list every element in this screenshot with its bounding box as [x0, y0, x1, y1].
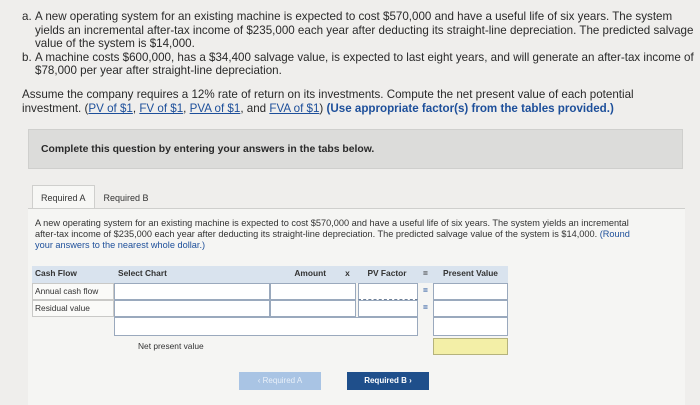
problem-statement: [22, 10, 694, 78]
pv-table-link[interactable]: PV of $1: [88, 101, 133, 115]
header-present-value: Present Value: [433, 266, 508, 283]
item-b-label: b.: [22, 50, 32, 64]
select-chart-residual[interactable]: [114, 300, 270, 317]
table-links: [85, 102, 327, 115]
row-label-annual-cash-flow: Annual cash flow: [32, 283, 114, 300]
header-amount: Amount: [270, 266, 356, 283]
tab-required-b[interactable]: Required B: [103, 193, 149, 203]
problem-item-a: [22, 10, 694, 51]
fva-table-link[interactable]: FVA of $1: [269, 101, 320, 115]
problem-item-b: [22, 51, 694, 78]
blank-row-value[interactable]: [433, 317, 508, 336]
panel-body-text: A new operating system for an existing machine is expected to cost $570,000 and have a useful life of six years. The system yields an incremental after-tax income of $235,000 each year after deducting its straight-line depreciation. The predicted salvage value of the system is $14,000.: [35, 218, 629, 240]
header-multiply: x: [339, 266, 356, 283]
pv-factor-annual-input[interactable]: [358, 283, 418, 300]
assumption-text: [22, 88, 694, 115]
header-cash-flow: Cash Flow: [32, 266, 114, 283]
assumption-body: Assume the company requires a 12% rate of return on its investments. Compute the net present value of each potential investment.: [22, 88, 634, 115]
link-and: , and: [240, 101, 270, 115]
instruction-banner: Complete this question by entering your answers in the tabs below.: [28, 129, 683, 169]
prev-tab-button[interactable]: [239, 372, 321, 390]
npv-label: Net present value: [138, 341, 204, 351]
next-tab-label: Required B: [364, 376, 407, 385]
chevron-right-icon: ›: [409, 376, 412, 385]
next-tab-button[interactable]: [347, 372, 429, 390]
pv-factor-residual-input[interactable]: [358, 300, 418, 317]
link-open-paren: (: [84, 101, 89, 115]
link-separator: ,: [183, 101, 190, 115]
equals-sign: =: [423, 285, 428, 295]
prev-tab-label: Required A: [262, 376, 303, 385]
amount-residual-input[interactable]: [270, 300, 356, 317]
row-label-residual-value: Residual value: [32, 300, 114, 317]
fv-table-link[interactable]: FV of $1: [139, 101, 184, 115]
pva-table-link[interactable]: PVA of $1: [189, 101, 241, 115]
item-a-label: a.: [22, 10, 32, 23]
panel-description: [35, 218, 645, 252]
npv-value[interactable]: [433, 338, 508, 355]
chevron-left-icon: ‹: [257, 376, 261, 385]
item-b-text: A machine costs $600,000, has a $34,400 salvage value, is expected to last eight years, and will generate an after-tax income of $78,000 per year after straight-line depreciation.: [35, 50, 694, 78]
blank-row-input[interactable]: [114, 317, 418, 336]
header-equals: =: [418, 266, 433, 283]
round-note: (Round your answers to the nearest whole dollar.): [35, 229, 630, 251]
tab-bar: [32, 185, 158, 209]
header-pv-factor: PV Factor: [356, 266, 418, 283]
tab-required-a[interactable]: Required A: [32, 185, 95, 209]
factor-note: (Use appropriate factor(s) from the tables provided.): [326, 101, 614, 115]
amount-annual-input[interactable]: [270, 283, 356, 300]
equals-sign: =: [423, 302, 428, 312]
link-separator: ,: [132, 101, 140, 115]
header-select-chart: Select Chart: [114, 266, 270, 283]
select-chart-annual[interactable]: [114, 283, 270, 300]
link-close-paren: ): [319, 101, 324, 115]
present-value-residual[interactable]: [433, 300, 508, 317]
item-a-text: A new operating system for an existing machine is expected to cost $570,000 and have a useful life of six years. The system yields an incremental after-tax income of $235,000 each year after deducting its straight-line depreciation. The predicted salvage value of the system is $14,000.: [35, 10, 694, 51]
present-value-annual[interactable]: [433, 283, 508, 300]
